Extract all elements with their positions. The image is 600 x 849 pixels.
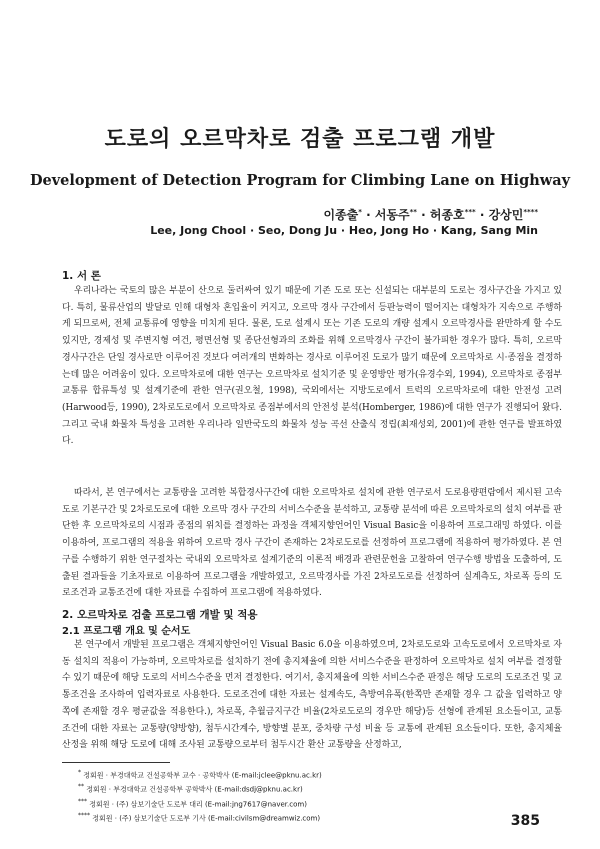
author-1-mark: * xyxy=(358,208,362,216)
footnote-3-text: 정회원 · (주) 삼보기술단 도로부 대리 (E-mail:jng7617@naver.com) xyxy=(89,799,307,808)
section-1-paragraph-2: 따라서, 본 연구에서는 교통량을 고려한 복합경사구간에 대한 오르막차로 설치에 관한 연구로서 도로용량편람에서 제시된 고속도로 기본구간 및 2차로도로에 대한 오르막 경사 구간의 서비스수준을 분석하고, 교통량 분석에 따른 오르막차로의 설치 여부를 판단한 후 오르막차로의 시점과 종점의 위치를 결정하는 과정을 객체지향언어인 Visual Basic을 이용하여 프로그래밍 하였다. 이를 이용하여, 프로그램의 적용을 위하여 오르막 경사 구간이 존재하는 2차로도로를 선정하여 프로그램에 적용하여 평가하였다. 본 연구를 수행하기 위한 연구절차는 국내외 오르막차로 설계기준의 이론적 배경과 관련문헌을 고찰하여 연구수행 방법을 도출하여, 도출된 결과들을 기초자료로 이용하여 프로그램을 개발하였고, 오르막경사를 가진 2차로도로를 선정하여 실계측도, 차로폭 등의 도로조건과 교통조건에 대한 자료를 수집하여 프로그램에 적용하였다. xyxy=(62,488,562,599)
footnote-4 xyxy=(78,810,518,824)
footnote-1 xyxy=(78,767,518,781)
section-1-heading: 1. 서 론 xyxy=(62,270,101,282)
footnote-divider xyxy=(62,762,170,763)
author-1: 이종출 xyxy=(323,208,359,222)
section-2-heading: 2. 오르막차로 검출 프로그램 개발 및 적용 xyxy=(62,609,258,621)
footnotes xyxy=(78,767,518,824)
footnote-2-text: 정회원 · 부경대학교 건설공학부 공학박사 (E-mail:dsdj@pknu.ac.kr) xyxy=(86,785,303,794)
footnote-2-mark: ** xyxy=(78,783,84,791)
footnote-1-text: 정회원 · 부경대학교 건설공학부 교수 · 공학박사 (E-mail:jclee@pknu.ac.kr) xyxy=(83,771,322,780)
page-number: 385 xyxy=(510,813,540,829)
paper-title-english: Development of Detection Program for Climbing Lane on Highway xyxy=(29,172,571,189)
author-4-mark: **** xyxy=(523,208,538,216)
footnote-4-text: 정회원 · (주) 삼보기술단 도로부 기사 (E-mail:civilsm@dreamwiz.com) xyxy=(92,814,321,823)
footnote-2 xyxy=(78,781,518,795)
footnote-3 xyxy=(78,796,518,810)
footnote-3-mark: *** xyxy=(78,797,87,805)
author-4: 강상민 xyxy=(488,208,524,222)
paper-title-korean: 도로의 오르막차로 검출 프로그램 개발 xyxy=(104,127,496,152)
author-2-mark: ** xyxy=(409,208,417,216)
author-3: 허종호 xyxy=(429,208,465,222)
footnote-1-mark: * xyxy=(78,769,81,776)
author-2: 서동주 xyxy=(374,208,410,222)
authors-english: Lee, Jong Chool · Seo, Dong Ju · Heo, Jong Ho · Kang, Sang Min xyxy=(150,224,538,237)
author-3-mark: *** xyxy=(464,208,476,216)
authors-korean: 이종출* · 서동주** · 허종호*** · 강상민**** xyxy=(323,208,538,222)
section-2-1-heading: 2.1 프로그램 개요 및 순서도 xyxy=(62,626,191,637)
section-2-paragraph-1: 본 연구에서 개발된 프로그램은 객체지향언어인 Visual Basic 6.0을 이용하였으며, 2차로도로와 고속도로에서 오르막차로 자동 설치의 적용이 가능하며, 오르막차로를 설치하기 전에 총지체율에 의한 서비스수준을 판정하여 오르막차로 설치 여부를 결정할 수 있기 때문에 해당 도로의 서비스수준을 먼저 결정한다. 여기서, 총지체율에 의한 서비스수준 판정은 해당 도로의 도로조건 및 교통조건을 조사하여 입력자료로 사용한다. 도로조건에 대한 자료는 설계속도, 측방여유폭(한쪽만 존재할 경우 그 값을 입력하고 양쪽에 존재할 경우 평균값을 적용한다.), 차로폭, 추월금지구간 비율(2차로도로의 경우만 해당)등 선형에 관계된 요소들이고, 교통조건에 대한 자료는 교통량(양방향), 첨두시간계수, 방향별 분포, 중차량 구성 비율 등 교통에 관계된 요소들이다. 또한, 총지체율 산정을 위해 해당 도로에 대해 조사된 교통량으로부터 첨두시간 환산 교통량을 산정하고, xyxy=(62,640,562,751)
footnote-4-mark: **** xyxy=(78,811,90,819)
section-1-paragraph-1: 우리나라는 국토의 많은 부분이 산으로 둘러싸여 있기 때문에 기존 도로 또는 신설되는 대부분의 도로는 경사구간을 가지고 있다. 특히, 물류산업의 발달로 인해 대형차 혼입율이 커지고, 오르막 경사 구간에서 등판능력이 떨어지는 대형차가 지속으로 주행하게 되므로써, 전체 교통류에 영향을 미치게 된다. 물론, 도로 설계시 또는 기존 도로의 개량 설계시 오르막경사를 완만하게 할 수도 있지만, 경제성 및 주변지형 여건, 평면선형 및 종단선형과의 조화를 위해 오르막경사 구간이 불가피한 경우가 많다. 특히, 오르막경사구간은 단일 경사로만 이루어진 것보다 여러개의 변화하는 경사로 이루어진 도로가 많기 때문에 오르막차로 시·종점을 결정하는데 많은 어려움이 있다. 오르막차로에 대한 연구는 오르막차로 설치기준 및 운영방안 평가(유경수외, 1994), 오르막차로 종점부 교통류 합류특성 및 설계기준에 관한 연구(권오철, 1998), 국외에서는 지방도로에서 트럭의 오르막차로에 대한 안전성 고려(Harwood등, 1990), 2차로도로에서 오르막차로 종점부에서의 안전성 분석(Homberger, 1986)에 대한 연구가 진행되어 왔다. 그리고 국내 화물차 특성을 고려한 우리나라 일반국도의 화물차 성능 곡선 산출식 정립(최재성외, 2001)에 관한 연구를 발표하였다. xyxy=(62,286,562,447)
